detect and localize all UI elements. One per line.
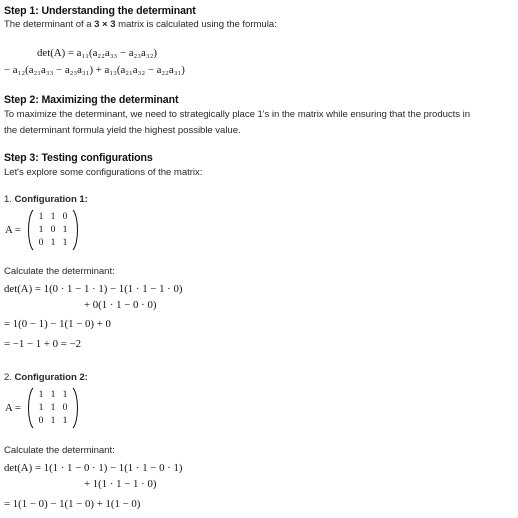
config1-matrix: [26, 209, 80, 251]
step1-heading: Step 1: Understanding the determinant: [4, 5, 196, 17]
matrix-cell: 1: [50, 415, 56, 426]
right-paren: [73, 388, 78, 428]
config2-calc-line1: det(A) = 1(1 · 1 − 0 · 1) − 1(1 · 1 − 0 · 1): [4, 462, 183, 474]
matrix-cell: 1: [38, 224, 44, 235]
det-formula-line1: det(A) = a₁₁(a₂₂a₃₃ − a₂₃a₃₂): [37, 47, 157, 59]
matrix-cell: 0: [38, 415, 44, 426]
matrix-cell: 1: [62, 415, 68, 426]
config1-calc-line2: + 0(1 · 1 − 0 · 0): [84, 299, 157, 311]
right-paren: [73, 210, 78, 250]
matrix-cell: 0: [62, 211, 68, 222]
step1-intro: [4, 19, 277, 30]
det-formula-line2: − a₁₂(a₂₁a₃₃ − a₂₃a₃₁) + a₁₃(a₂₁a₃₂ − a₂₂a₃₁): [4, 64, 185, 76]
config1-calc-line3: = 1(0 − 1) − 1(1 − 0) + 0: [4, 318, 111, 330]
matrix-cell: 1: [62, 389, 68, 400]
matrix-cell: 1: [50, 402, 56, 413]
matrix-cell: 1: [50, 211, 56, 222]
config1-calc-line1: det(A) = 1(0 · 1 − 1 · 1) − 1(1 · 1 − 1 · 0): [4, 283, 183, 295]
config2-title: [4, 372, 88, 383]
step2-line1: To maximize the determinant, we need to strategically place 1's in the matrix while ensuring that the products in: [4, 109, 470, 120]
config2-matrix: [26, 387, 80, 429]
matrix-cell: 0: [50, 224, 56, 235]
config2-calc-line3: = 1(1 − 0) − 1(1 − 0) + 1(1 − 0): [4, 498, 141, 510]
step2-heading: Step 2: Maximizing the determinant: [4, 94, 179, 106]
matrix-cell: 1: [38, 402, 44, 413]
matrix-cell: 1: [50, 237, 56, 248]
step3-heading: Step 3: Testing configurations: [4, 152, 153, 164]
step1-intro-size: 3 × 3: [94, 19, 116, 30]
config2-calc-line2: + 1(1 · 1 − 1 · 0): [84, 478, 157, 490]
config2-label: Configuration 2:: [14, 372, 88, 383]
config1-matrix-label: A =: [5, 224, 21, 236]
step1-intro-post: matrix is calculated using the formula:: [115, 19, 277, 30]
config2-number: 2.: [4, 372, 12, 383]
matrix-cell: 1: [62, 224, 68, 235]
matrix-cell: 1: [50, 389, 56, 400]
config2-matrix-label: A =: [5, 402, 21, 414]
config1-calc-label: Calculate the determinant:: [4, 266, 115, 277]
step3-intro: Let's explore some configurations of the matrix:: [4, 167, 203, 178]
matrix-cell: 1: [62, 237, 68, 248]
config1-number: 1.: [4, 194, 12, 205]
config1-title: [4, 194, 88, 205]
matrix-cell: 0: [38, 237, 44, 248]
step2-line2: the determinant formula yield the highest possible value.: [4, 125, 241, 136]
left-paren: [29, 388, 34, 428]
step1-intro-pre: The determinant of a: [4, 19, 95, 30]
config1-calc-line4: = −1 − 1 + 0 = −2: [4, 338, 82, 350]
matrix-cell: 0: [62, 402, 68, 413]
matrix-cell: 1: [38, 389, 44, 400]
left-paren: [29, 210, 34, 250]
config2-calc-label: Calculate the determinant:: [4, 445, 115, 456]
config1-label: Configuration 1:: [14, 194, 88, 205]
matrix-cell: 1: [38, 211, 44, 222]
